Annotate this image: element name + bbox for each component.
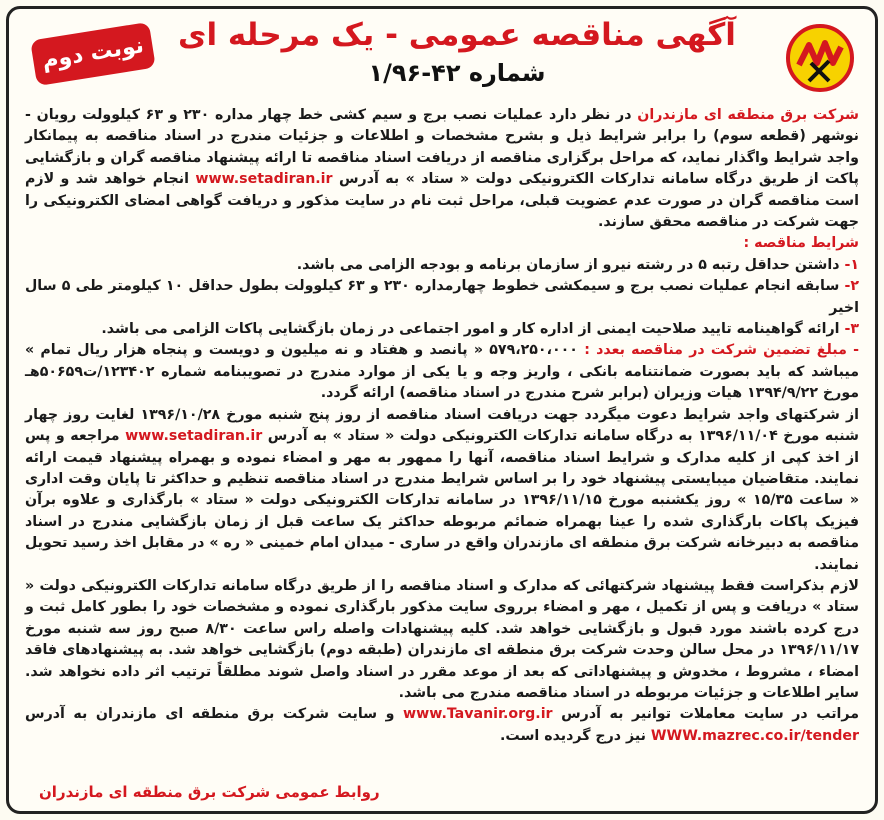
- company-logo-icon: [785, 23, 855, 93]
- project-title: عملیات نصب برج و سیم کشی خط چهار مداره ۲۳۰ و ۶۳ کیلوولت رویان - نوشهر (قطعه سوم): [25, 107, 859, 145]
- invitation-paragraph: از شرکتهای واجد شرایط دعوت میگردد جهت دریافت اسناد مناقصه از روز پنج شنبه مورخ ۱۳۹۶/۱۰/۲۸ لغایت روز چهار شنبه مورخ ۱۳۹۶/۱۱/۰۴ به درگاه سامانه تدارکات الکترونیکی دولت « ستاد » به آدرس www.setadiran.ir مراجعه و پس از اخذ کپی از کلیه مدارک و شرایط اسناد مناقصه، آنها را ممهور به مهر و امضاء نموده و بهمراه پیشنهاد قیمت ارائه نمایند. متقاضیان میبایستی پیشنهاد خود را بر اساس شرایط مندرج در اسناد مناقصه تنظیم و حداکثر تا پایان وقت اداری « ساعت ۱۵/۳۵ » روز یکشنبه مورخ ۱۳۹۶/۱۱/۱۵ در سامانه تدارکات الکترونیکی دولت « ستاد » بارگذاری و علاوه برآن فیزیک پاکات بارگذاری شده را عینا بهمراه ضمائم مربوطه حداکثر یک ساعت قبل از زمان بازگشایی مندرج در اسناد مناقصه به دبیرخانه شرکت برق منطقه ای مازندران واقع در ساری - میدان امام خمینی « ره » در مقابل اخذ رسید تحویل نمایند.: [25, 406, 859, 573]
- note-paragraph: لازم بذکراست فقط پیشنهاد شرکتهائی که مدارک و اسناد مناقصه را از طریق درگاه سامانه تدارکات الکترونیکی دولت « ستاد » دریافت و پس از تکمیل ، مهر و امضاء برروی سایت مذکور بارگذاری نموده و مشخصات خود را بطور کامل ثبت و درج کرده باشند مورد قبول و بازگشایی خواهد شد. کلیه پیشنهادات واصله راس ساعت ۸/۳۰ صبح روز سه شنبه مورخ ۱۳۹۶/۱۱/۱۷ در محل سالن وحدت شرکت برق منطقه ای مازندران (طبقه دوم) بازگشایی خواهد شد. به پیشنهادهای فاقد امضاء ، مشروط ، مخدوش و پیشنهاداتی که بعد از موعد مقرر در اسناد واصل شوند مطلقاً ترتیب اثر داده نخواهد شد. سایر اطلاعات و جزئیات مربوطه در اسناد مناقصه مندرج می باشد.: [25, 577, 860, 701]
- tender-notice: [6, 6, 878, 814]
- condition-3: ۳- ارائه گواهینامه تایید صلاحیت ایمنی از اداره کار و امور اجتماعی در زمان بازگشایی پاکات الزامی می باشد.: [101, 321, 859, 338]
- condition-2: ۲- سابقه انجام عملیات نصب برج و سیمکشی خطوط چهارمداره ۲۳۰ و ۶۳ کیلوولت بطول حداقل ۱۰ کیلومتر طی ۵ سال اخیر: [25, 278, 859, 316]
- notice-title: آگهی مناقصه عمومی - یک مرحله ای: [178, 17, 736, 53]
- mazrec-link[interactable]: WWW.mazrec.co.ir/tender: [650, 727, 859, 744]
- notice-number: شماره ۴۲-۱/۹۶: [368, 59, 546, 87]
- closing-paragraph: مراتب در سایت معاملات توانیر به آدرس www.Tavanir.org.ir و سایت شرکت برق منطقه ای مازندران به آدرس WWW.mazrec.co.ir/tender نیز درج گردیده است.: [25, 706, 860, 744]
- guarantee-label: - مبلغ تضمین شرکت در مناقصه بعدد :: [584, 342, 859, 359]
- company-name: شرکت برق منطقه ای مازندران: [637, 107, 859, 123]
- intro-paragraph: شرکت برق منطقه ای مازندران در نظر دارد عملیات نصب برج و سیم کشی خط چهار مداره ۲۳۰ و ۶۳ کیلوولت رویان - نوشهر (قطعه سوم) را برابر شرایط ذیل و بشرح مشخصات و اطلاعات و جزئیات مندرج در اسناد مناقصه به پیمانکار واجد شرایط واگذار نماید، که مراحل برگزاری مناقصه از دریافت اسناد مناقصه تا ارائه پیشنهاد مناقصه گران و بازگشایی پاکت از طریق درگاه سامانه تدارکات الکترونیکی دولت « ستاد » به آدرس www.setadiran.ir انجام خواهد شد و لازم است مناقصه گران در صورت عدم عضویت قبلی، مراحل ثبت نام در سایت مذکور و دریافت گواهی امضای الکترونیکی را جهت شرکت در مناقصه محقق سازند.: [25, 107, 859, 231]
- conditions-heading: شرایط مناقصه :: [743, 235, 859, 252]
- condition-1: ۱- داشتن حداقل رتبه ۵ در رشته نیرو از سازمان برنامه و بودجه الزامی می باشد.: [296, 256, 859, 273]
- guarantee-paragraph: - مبلغ تضمین شرکت در مناقصه بعدد : ۵۷۹،۲۵۰،۰۰۰ « پانصد و هفتاد و نه میلیون و دویست و پنجاه هزار ریال تمام » میباشد که باید بصورت ضمانتنامه بانکی ، واریز وجه و یا یکی از موارد مندرج در تصویبنامه شماره ۱۲۳۴۰۲/ت۵۰۶۵۹هـ مورخ ۱۳۹۴/۹/۲۲ هیات وزیران (برابر شرح مندرج در اسناد مناقصه) ارائه گردد.: [25, 342, 859, 402]
- public-relations-signature: روابط عمومی شرکت برق منطقه ای مازندران: [39, 783, 380, 801]
- tavanir-link[interactable]: www.Tavanir.org.ir: [403, 706, 553, 723]
- setad-link[interactable]: www.setadiran.ir: [195, 171, 333, 188]
- notice-header: [9, 9, 875, 105]
- notice-body: [25, 105, 859, 747]
- setad-link-2[interactable]: www.setadiran.ir: [125, 428, 263, 445]
- round-badge: نوبت دوم: [30, 22, 156, 86]
